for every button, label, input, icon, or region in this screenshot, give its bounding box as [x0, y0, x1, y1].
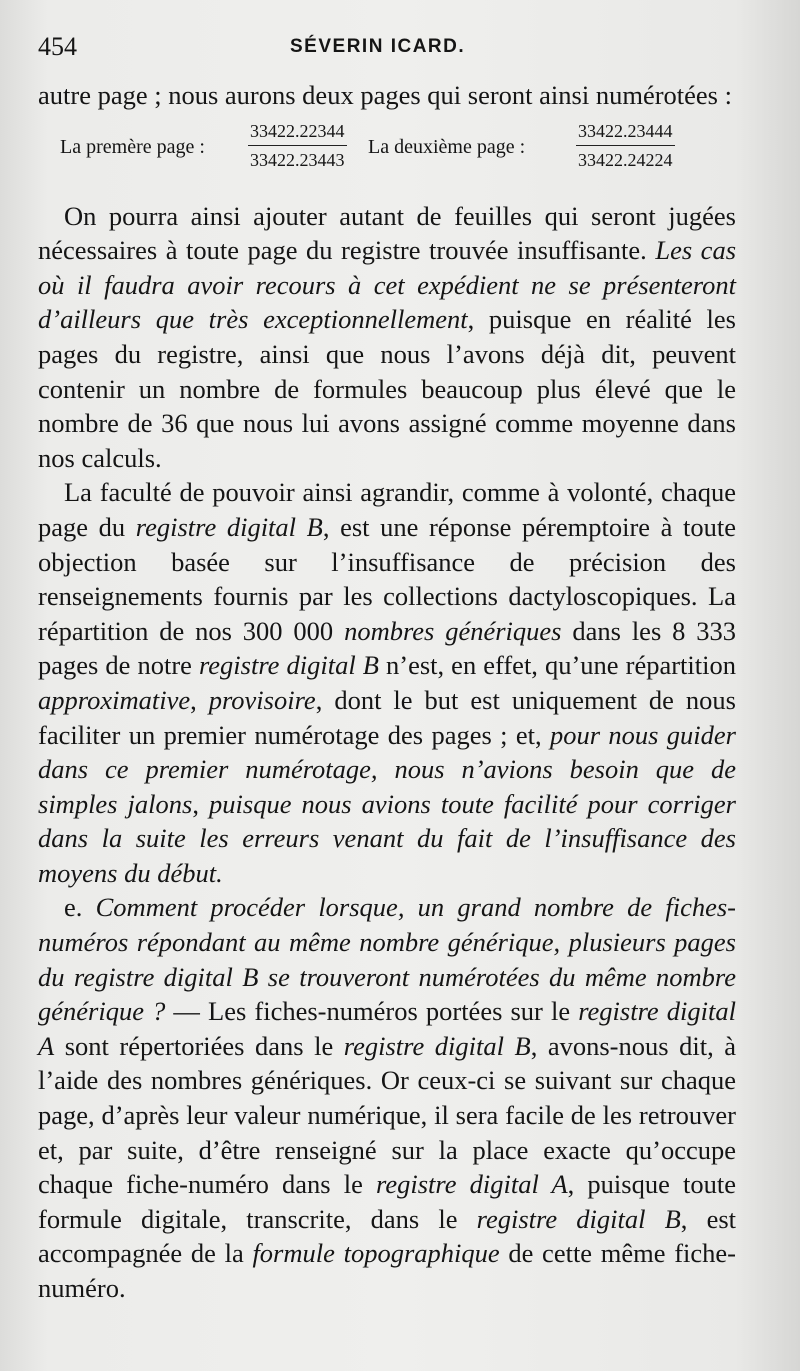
- second-page-label: La deuxième page :: [368, 135, 526, 158]
- paragraph-3-text: sont répertoriées dans le: [54, 1030, 344, 1061]
- paragraph-1-text: , puisque en réalité les pages du registre, ainsi que nous l’avons déjà dit, peuvent contenir un nombre de formules beaucoup plus élevé que le nombre de 36 que nous lui avons assigné comme moyenne dans nos calculs.: [38, 304, 736, 473]
- paragraph-2-italic: registre digital B: [198, 650, 379, 681]
- paragraph-2-text: ,: [192, 788, 210, 819]
- paragraph-3-text: de cette même fiche-numéro.: [38, 1238, 737, 1303]
- paragraph-2-text: dans les 8 333 pages de notre: [38, 615, 736, 681]
- body-text: [38, 78, 736, 1306]
- paragraph-2-italic: approximative: [38, 684, 191, 715]
- paragraph-3-italic: registre digital A: [38, 996, 736, 1061]
- section-marker: e.: [64, 892, 96, 923]
- paragraph-2-text: ,: [190, 684, 209, 715]
- paragraph-3-italic: registre digital B: [476, 1203, 681, 1234]
- paragraph-1: [38, 199, 736, 476]
- second-page-fraction: [576, 119, 675, 172]
- paragraph-3-text: , avons-nous dit, à l’aide des nombres génériques. Or ceux-ci se suivant sur chaque page, d’après leur valeur numérique, il sera facile de les retrouver et, par suite, d’être renseigné sur la place exacte qu’occupe chaque fiche-numéro dans le: [38, 1030, 736, 1200]
- paragraph-3-italic: formule topographique: [252, 1238, 500, 1269]
- paragraph-2-italic: registre digital B: [135, 511, 323, 542]
- running-head: SÉVERIN ICARD.: [290, 36, 466, 57]
- paragraph-3-text: , est accompagnée de la: [38, 1203, 737, 1269]
- paragraph-3-italic: registre digital B: [343, 1030, 531, 1061]
- second-page-numerator: 33422.23444: [578, 120, 673, 141]
- paragraph-2-text: n’est, en effet, qu’une répartition: [378, 650, 736, 681]
- second-page-denominator: 33422.24224: [576, 145, 675, 172]
- paragraph-2-text: , dont le but est uniquement de nous faciliter un premier numérotage des pages ; et,: [38, 684, 736, 750]
- section-question: Comment procéder lorsque, un grand nombre de fiches-numéros répondant au même nombre générique, plusieurs pages du registre digital B se trouveront numérotées du même nombre générique ?: [38, 892, 737, 1027]
- paragraph-2: [38, 475, 736, 890]
- paragraph-2-text: La faculté de pouvoir ainsi agrandir, comme à volonté, chaque page du: [38, 477, 736, 542]
- paragraph-3-text: — Les fiches-numéros portées sur le: [165, 996, 579, 1027]
- first-page-denominator: 33422.23443: [248, 145, 347, 172]
- paragraph-2-italic: pour nous guider dans ce premier numérotage, nous n’avions besoin que de simples jalons: [38, 719, 736, 819]
- first-page-label: La premère page :: [60, 135, 205, 158]
- page-header: [38, 32, 760, 72]
- first-page-fraction: [248, 119, 347, 172]
- paragraph-1-italic: Les cas où il faudra avoir recours à cet expédient ne se présenteront d’ailleurs que très exceptionnellement: [38, 235, 737, 335]
- intro-line: autre page ; nous aurons deux pages qui seront ainsi numérotées :: [38, 80, 732, 110]
- paragraph-2-italic: provisoire: [208, 684, 316, 715]
- paragraph-1-text: On pourra ainsi ajouter autant de feuilles qui seront jugées nécessaires à toute page du registre trouvée insuffisante.: [38, 200, 736, 266]
- page-number: 454: [38, 32, 77, 61]
- paragraph-2-italic: nombres génériques: [344, 615, 562, 646]
- paragraph-2-text: , est une réponse péremptoire à toute objection basée sur l’insuffisance de précision des renseignements fournis par les collections dactyloscopiques. La répartition de nos 300 000: [38, 511, 736, 646]
- paragraph-3: [38, 890, 736, 1305]
- paragraph-3-text: , puisque toute formule digitale, transcrite, dans le: [38, 1169, 736, 1234]
- first-page-numerator: 33422.22344: [250, 120, 345, 141]
- paragraph-3-italic: registre digital A: [376, 1169, 568, 1200]
- page-numbering-example: [38, 113, 736, 199]
- paragraph-2-italic: puisque nous avions toute facilité pour corriger dans la suite les erreurs venant du fait de l’insuffisance des moyens du début.: [38, 788, 736, 888]
